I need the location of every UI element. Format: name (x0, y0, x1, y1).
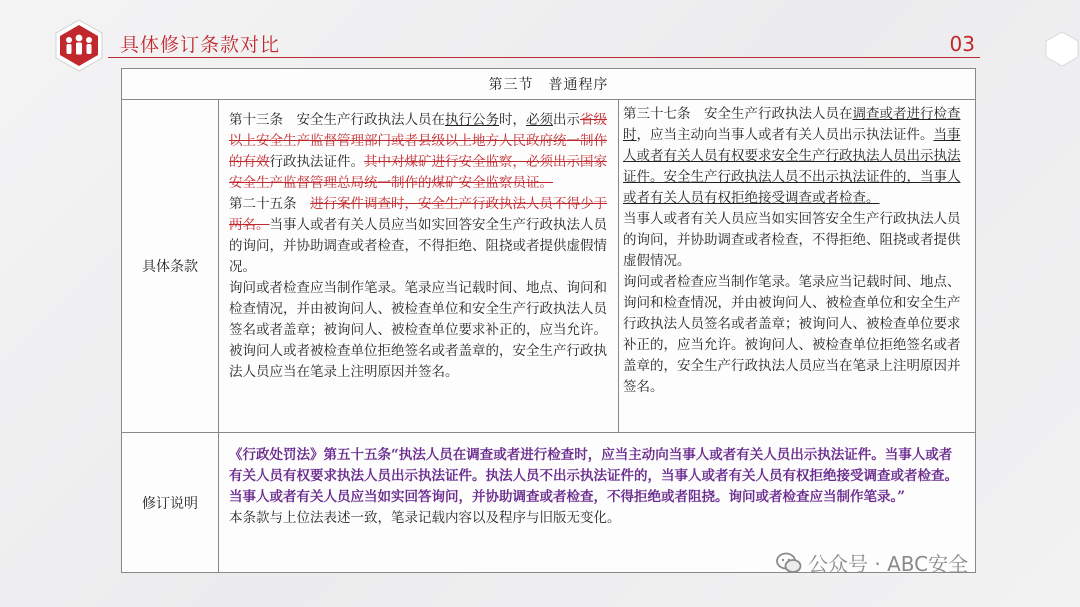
new-article-cell (619, 100, 976, 433)
old-record-paragraph: 询问或者检查应当制作笔录。笔录应当记载时间、地点、询问和检查情况，并由被询问人、被检查单位和安全生产行政执法人员签名或者盖章；被询问人、被检查单位要求补正的，应当允许。被询问人或者被检查单位拒绝签名或者盖章的，安全生产行政执法人员应当在笔录上注明原因并签名。 (229, 280, 607, 380)
comparison-table (121, 68, 976, 573)
section-title: 第三节 普通程序 (122, 69, 976, 100)
underlined-text: 执行公务 (445, 112, 499, 128)
deleted-text: 其中对煤矿进行安全监察，必须出示国家安全生产监督管理总局统一制作的煤矿安全监察员证。 (229, 154, 607, 191)
text: 出示 (553, 112, 580, 128)
new-cooperation-paragraph: 当事人或者有关人员应当如实回答安全生产行政执法人员的询问，并协助调查或者检查，不得拒绝、阻挠或者提供虚假情况。 (623, 211, 961, 269)
text: 当事人或者有关人员应当如实回答安全生产行政执法人员的询问，并协助调查或者检查，不得拒绝、阻挠或者提供虚假情况。 (229, 217, 607, 275)
underlined-text: 调查或者进行检查时 (623, 106, 961, 143)
wechat-icon (776, 550, 802, 576)
slide-header (0, 0, 1080, 70)
header-divider (108, 57, 980, 58)
new-record-paragraph: 询问或者检查应当制作笔录。笔录应当记载时间、地点、询问和检查情况，并由被询问人、被检查单位和安全生产行政执法人员签名或者盖章；被询问人、被检查单位要求补正的，应当允许。被询问人、被检查单位拒绝签名或者盖章的，安全生产行政执法人员应当在笔录上注明原因并签名。 (623, 274, 961, 395)
text: 时， (499, 112, 526, 128)
people-group-icon (52, 18, 106, 72)
decorative-hexagon-icon (1044, 30, 1080, 66)
underlined-text: 必须 (526, 112, 553, 128)
text: 行政执法证件。 (269, 154, 364, 170)
text: 第三十七条 安全生产行政执法人员在 (623, 106, 853, 122)
note-law-quote-cont: 当事人或者有关人员应当如实回答询问，并协助调查或者检查，不得拒绝或者阻挠。询问或者检查应当制作笔录。” (229, 489, 906, 505)
note-law-quote: 《行政处罚法》第五十五条“执法人员在调查或者进行检查时，应当主动向当事人或者有关人员出示执法证件。当事人或者有关人员有权要求执法人员出示执法证件。执法人员不出示执法证件的，当事人或者有关人员有权拒绝接受调查或者检查。 (229, 447, 958, 484)
old-article-13 (229, 110, 612, 194)
wechat-watermark (776, 548, 968, 577)
underlined-text: 当事人或者有关人员有权要求安全生产行政执法人员出示执法证件。安全生产行政执法人员不出示执法证件的，当事人或者有关人员有权拒绝接受调查或者检查。 (623, 127, 961, 206)
row-label-notes: 修订说明 (122, 433, 219, 573)
deleted-text: 进行案件调查时，安全生产行政执法人员不得少于两名。 (229, 196, 607, 233)
text: 第二十五条 (229, 196, 310, 212)
text: ，应当主动向当事人或者有关人员出示执法证件。 (636, 127, 934, 143)
row-label-articles: 具体条款 (122, 100, 219, 433)
old-article-cell (219, 100, 619, 433)
new-article-37 (623, 104, 967, 209)
watermark-text: 公众号 · ABC安全 (808, 552, 969, 576)
page-title: 具体修订条款对比 (120, 34, 281, 56)
deleted-text: 省级以上安全生产监督管理部门或者县级以上地方人民政府统一制作的有效 (229, 112, 607, 170)
text: 第十三条 安全生产行政执法人员在 (229, 112, 445, 128)
note-conclusion: 本条款与上位法表述一致，笔录记载内容以及程序与旧版无变化。 (229, 510, 621, 526)
page-number: 03 (949, 32, 975, 56)
old-article-25 (229, 194, 612, 278)
